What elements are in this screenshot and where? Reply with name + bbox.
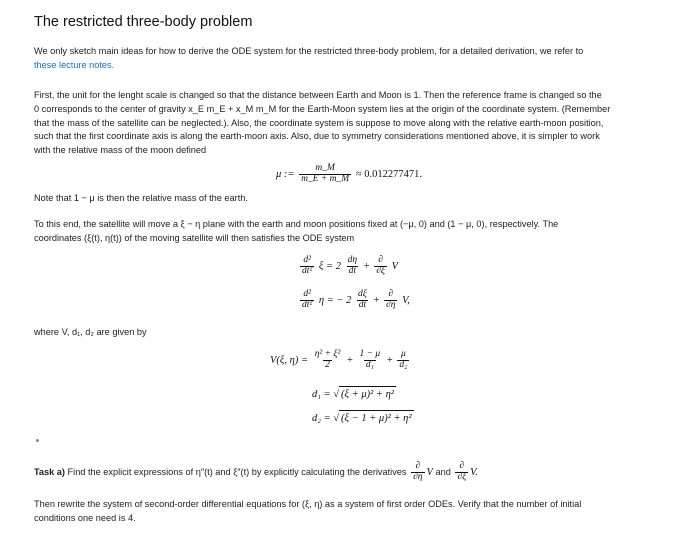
mu-den: m_E + m_M xyxy=(301,173,350,184)
p1-line-5: with the relative mass of the moon defined xyxy=(34,145,207,156)
p2-line-1: To this end, the satellite will move a ξ − η plane with the earth and moon positions fixed at (−μ, 0) and (1 − μ, 0), respectively. The xyxy=(34,219,559,229)
intro-text: We only sketch main ideas for how to derive the ODE system for the restricted three-body problem, for a detailed derivation, we refer to xyxy=(34,46,584,56)
bullet-dot xyxy=(36,439,39,442)
task-text: Find the explicit expressions of η″(t) and ξ″(t) by explicitly calculating the derivatives xyxy=(67,466,407,477)
ode1-mid: ξ = 2 xyxy=(318,260,341,272)
ode2-mid: η = − 2 xyxy=(318,294,352,306)
task-a: Task a) Find the explicit expressions of η″(t) and ξ″(t) by explicitly calculating the derivatives $\frac{\partial}{\partial\eta}$ V and $\frac{\partial}{\partial\xi}$ V. xyxy=(34,461,478,482)
d2-definition: d₂ = √ (ξ − 1 + μ)² + η² xyxy=(312,410,414,427)
where-line: where V, d₁, d₂ are given by xyxy=(34,327,147,337)
mu-fraction xyxy=(299,164,351,185)
ode-equation-2: $\frac{\text{d²}}{\text{dt²}}$ η = − 2 $\frac{d\xi}{dt}$ + $\frac{\partial}{\partial\eta}$ V, xyxy=(302,289,410,310)
lecture-notes-link[interactable]: these lecture notes. xyxy=(34,59,115,70)
p1-line-1: First, the unit for the lenght scale is changed so that the distance between Earth and Moon is 1. Then the reference frame is changed so the xyxy=(34,90,602,100)
p1-line-4: such that the first coordinate axis is along the earth-moon axis. Also, due to symmetry considerations mentioned above, it is simpler to work xyxy=(34,131,600,142)
final-line-1: Then rewrite the system of second-order differential equations for (ξ, η) as a system of first order ODEs. Verify that the number of initial xyxy=(34,499,582,509)
d1-definition: d₁ = √ (ξ + μ)² + η² xyxy=(312,386,396,403)
p1-line-2: 0 corresponds to the center of gravity x_E m_E + x_M m_M for the Earth-Moon system lies at the origin of the coordinate system. (Remember xyxy=(34,103,611,114)
V-definition: V(ξ, η) = $\frac{\text{η² + ξ²}}{2}$ + $\frac{1 - \mu}{\text{d₁}}$ + $\frac{\mu}{\text{d₂}}$ xyxy=(270,349,408,370)
intro-paragraph xyxy=(34,45,674,73)
mu-equation xyxy=(276,164,422,185)
final-line-2: conditions one need is 4. xyxy=(34,512,136,523)
mu-num: m_M xyxy=(315,163,335,173)
mu-lhs: μ := xyxy=(276,168,295,180)
page-title: The restricted three-body problem xyxy=(34,14,253,30)
note-line: Note that 1 − μ is then the relative mass of the earth. xyxy=(34,193,248,203)
ode-equation-1: $\frac{\text{d²}}{\text{dt²}}$ ξ = 2 $\frac{d\eta}{dt}$ + $\frac{\partial}{\partial\xi}$ V xyxy=(302,255,399,276)
task-label: Task a) xyxy=(34,466,65,477)
paragraph-2 xyxy=(34,218,674,246)
p1-line-3: that the mass of the satellite can be neglected.). Also, the coordinate system is suppose to move along with the relative earth-moon position, xyxy=(34,117,604,128)
paragraph-1 xyxy=(34,89,674,158)
final-paragraph xyxy=(34,498,674,526)
p2-line-2: coordinates (ξ(t), η(t)) of the moving satellite will then satisfies the ODE system xyxy=(34,232,355,243)
mu-approx: ≈ 0.012277471. xyxy=(355,168,422,180)
